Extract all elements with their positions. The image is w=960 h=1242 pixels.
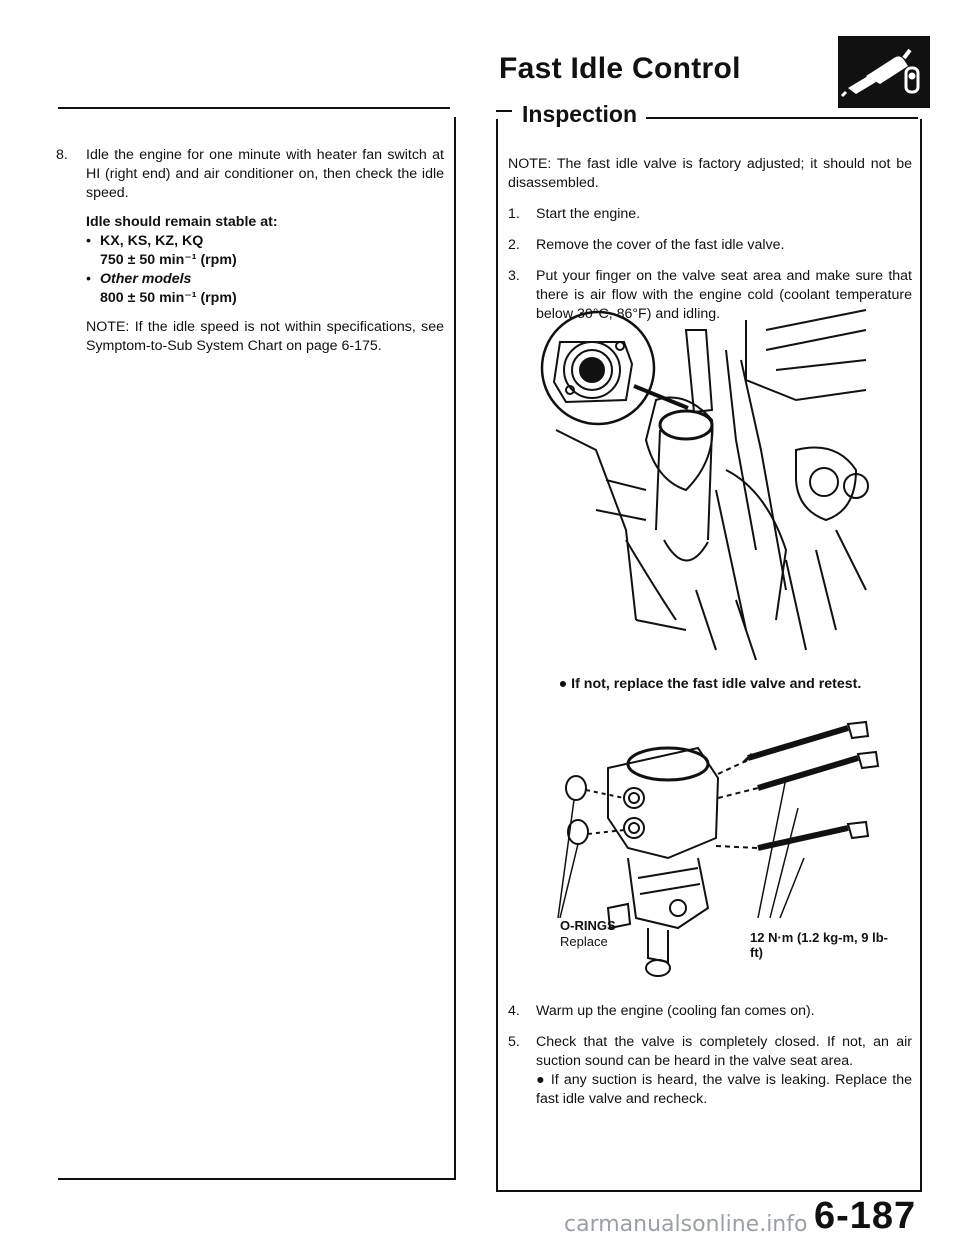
spec-value: 800 ± 50 min⁻¹ (rpm) — [100, 290, 237, 306]
heading-rule-left — [496, 110, 512, 112]
step-item — [508, 1002, 912, 1021]
step-item — [508, 1033, 912, 1071]
step-item — [508, 236, 912, 255]
if-not-note — [508, 675, 912, 694]
step-number: 3. — [508, 268, 520, 284]
fuel-nozzle-icon — [838, 36, 930, 108]
idle-spec — [56, 213, 444, 356]
left-column-bottom-rule — [58, 1178, 456, 1180]
step-text: Put your finger on the valve seat area and make sure that there is air flow with the engine cold (coolant temperature below 30°C, 86°F) and idling. — [536, 268, 912, 322]
inspection-steps-lower — [508, 1002, 912, 1109]
left-column-text — [56, 146, 444, 356]
step-text: Remove the cover of the fast idle valve. — [536, 237, 785, 253]
step-8 — [56, 146, 444, 203]
spec-label: KX, KS, KZ, KQ — [100, 233, 204, 249]
replace-label: Replace — [560, 934, 608, 949]
orings-label: O-RINGS — [560, 918, 616, 933]
spec-item — [86, 232, 444, 251]
left-column-frame — [454, 117, 456, 1179]
step-number: 1. — [508, 206, 520, 222]
spec-heading: Idle should remain stable at: — [86, 214, 278, 230]
step-text: Warm up the engine (cooling fan comes on). — [536, 1003, 815, 1019]
leak-note — [508, 1071, 912, 1109]
step-number: 4. — [508, 1003, 520, 1019]
fast-idle-valve-diagram — [548, 718, 898, 982]
step-item — [508, 205, 912, 224]
note-text: NOTE: The fast idle valve is factory adjusted; it should not be disassembled. — [508, 156, 912, 191]
step-text: Start the engine. — [536, 206, 641, 222]
torque-label: 12 N·m (1.2 kg-m, 9 lb-ft) — [750, 930, 888, 960]
if-not-text: ● If not, replace the fast idle valve and retest. — [558, 676, 862, 692]
step-text: Check that the valve is completely closed. If not, an air suction sound can be heard in the valve seat area. — [536, 1034, 912, 1069]
page-number: 6-187 — [814, 1195, 917, 1237]
step-number: 2. — [508, 237, 520, 253]
watermark: carmanualsonline.info — [564, 1212, 808, 1237]
step-number: 8. — [56, 147, 68, 163]
leak-note-text: ● If any suction is heard, the valve is leaking. Replace the fast idle valve and recheck. — [536, 1072, 912, 1107]
step-number: 5. — [508, 1034, 520, 1050]
bullet: • — [86, 271, 91, 287]
page-title: Fast Idle Control — [499, 52, 741, 85]
spec-label: Other models — [100, 271, 192, 287]
left-column-top-rule — [58, 107, 450, 109]
spec-value: 750 ± 50 min⁻¹ (rpm) — [100, 252, 237, 268]
bullet: • — [86, 233, 91, 249]
spec-item — [86, 270, 444, 289]
valve-seat-illustration — [536, 290, 876, 662]
note-text: NOTE: If the idle speed is not within specifications, see Symptom-to-Sub System Chart on page 6-175. — [86, 319, 444, 354]
step-text: Idle the engine for one minute with heater fan switch at HI (right end) and air conditioner on, then check the idle speed. — [86, 147, 444, 201]
section-heading: Inspection — [516, 101, 643, 128]
